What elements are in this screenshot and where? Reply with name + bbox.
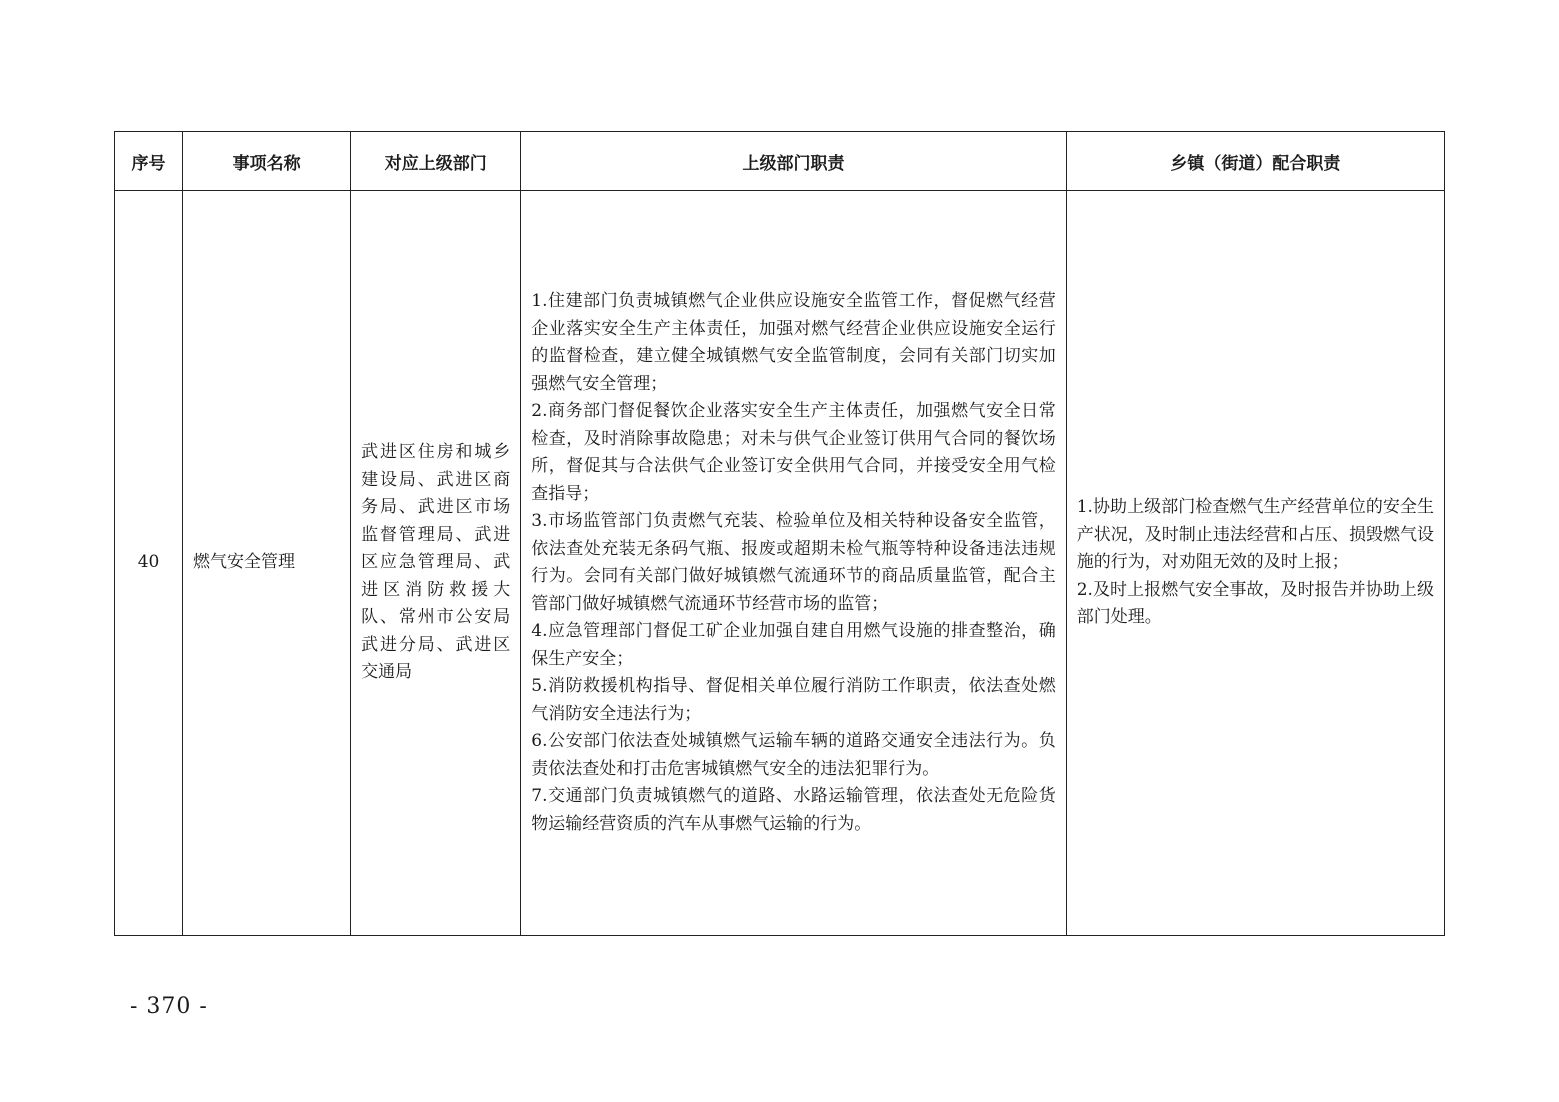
duty-item: 6.公安部门依法查处城镇燃气运输车辆的道路交通安全违法行为。负责依法查处和打击危害城镇燃气安全的违法犯罪行为。 bbox=[531, 731, 1056, 779]
header-superior-dept: 对应上级部门 bbox=[351, 132, 521, 191]
table-header-row bbox=[115, 132, 1445, 191]
duty-table bbox=[114, 131, 1445, 936]
cell-item-name: 燃气安全管理 bbox=[183, 191, 351, 936]
duty-item: 3.市场监管部门负责燃气充装、检验单位及相关特种设备安全监管，依法查处充装无条码气瓶、报废或超期未检气瓶等特种设备违法违规行为。会同有关部门做好城镇燃气流通环节的商品质量监管，配合主管部门做好城镇燃气流通环节经营市场的监管； bbox=[531, 511, 1056, 614]
cell-town-duties bbox=[1066, 191, 1444, 936]
town-duty-item: 1.协助上级部门检查燃气生产经营单位的安全生产状况，及时制止违法经营和占压、损毁燃气设施的行为，对劝阻无效的及时上报； bbox=[1076, 497, 1434, 573]
page-number: - 370 - bbox=[130, 994, 208, 1019]
duty-item: 4.应急管理部门督促工矿企业加强自建自用燃气设施的排查整治，确保生产安全； bbox=[531, 621, 1056, 669]
cell-superior-dept: 武进区住房和城乡建设局、武进区商务局、武进区市场监督管理局、武进区应急管理局、武进区消防救援大队、常州市公安局武进分局、武进区交通局 bbox=[351, 191, 521, 936]
duty-item: 1.住建部门负责城镇燃气企业供应设施安全监管工作，督促燃气经营企业落实安全生产主体责任，加强对燃气经营企业供应设施安全运行的监督检查，建立健全城镇燃气安全监管制度，会同有关部门切实加强燃气安全管理； bbox=[531, 291, 1056, 394]
duty-item: 2.商务部门督促餐饮企业落实安全生产主体责任，加强燃气安全日常检查，及时消除事故隐患；对未与供气企业签订供用气合同的餐饮场所，督促其与合法供气企业签订安全供用气合同，并接受安全用气检查指导； bbox=[531, 401, 1056, 504]
cell-superior-duties bbox=[521, 191, 1066, 936]
header-item-name: 事项名称 bbox=[183, 132, 351, 191]
cell-seq: 40 bbox=[115, 191, 183, 936]
table-row bbox=[115, 191, 1445, 936]
duty-item: 5.消防救援机构指导、督促相关单位履行消防工作职责，依法查处燃气消防安全违法行为； bbox=[531, 676, 1056, 724]
header-seq: 序号 bbox=[115, 132, 183, 191]
header-superior-duties: 上级部门职责 bbox=[521, 132, 1066, 191]
header-town-duties: 乡镇（街道）配合职责 bbox=[1066, 132, 1444, 191]
town-duty-item: 2.及时上报燃气安全事故，及时报告并协助上级部门处理。 bbox=[1076, 579, 1434, 628]
duty-item: 7.交通部门负责城镇燃气的道路、水路运输管理，依法查处无危险货物运输经营资质的汽车从事燃气运输的行为。 bbox=[531, 786, 1056, 834]
